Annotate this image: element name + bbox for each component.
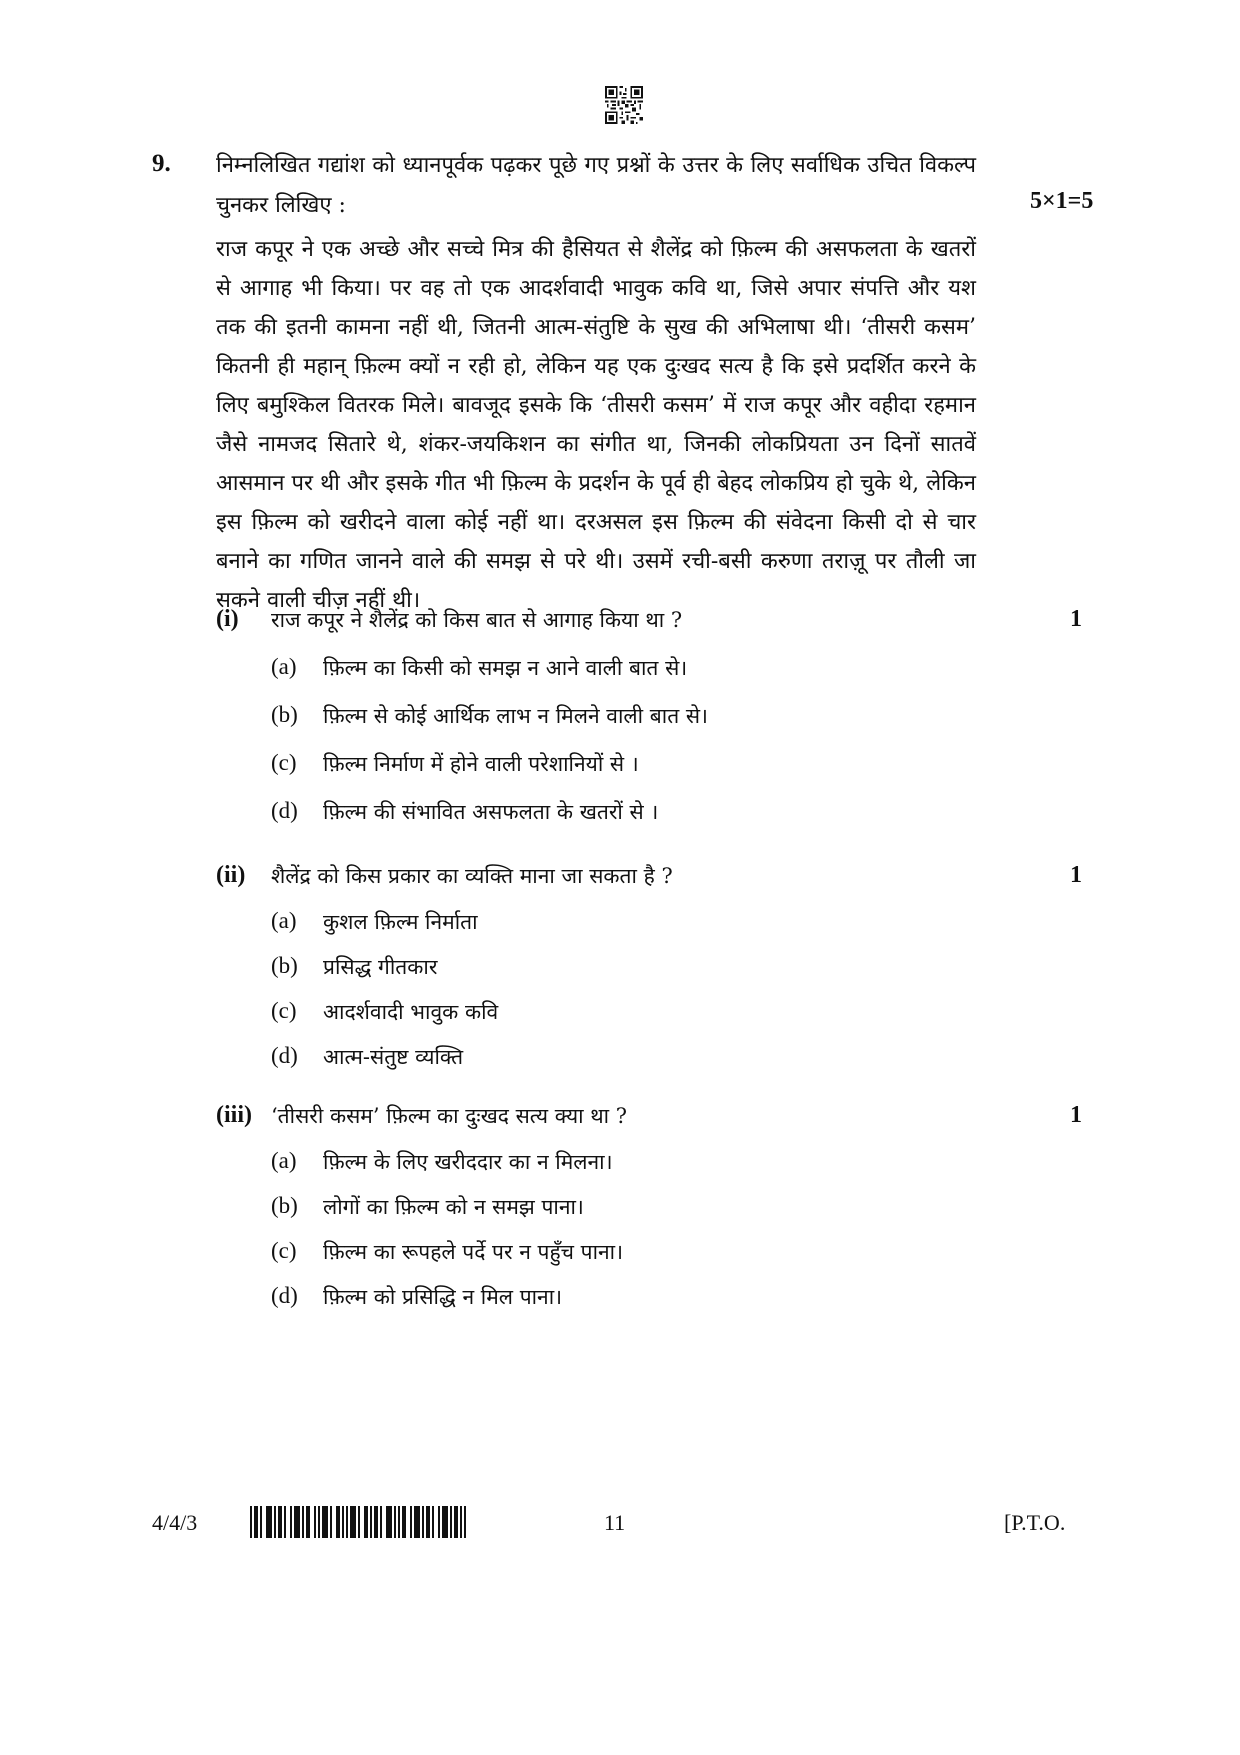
passage-text: राज कपूर ने एक अच्छे और सच्चे मित्र की हैसियत से शैलेंद्र को फ़िल्म की असफलता के खतरों से आगाह भी किया। पर वह तो एक आदर्शवादी भावुक कवि था, जिसे अपार संपत्ति और यश तक की इतनी कामना नहीं थी, जितनी आत्म-संतुष्टि के सुख की अभिलाषा थी। ‘तीसरी कसम’ कितनी ही महान् फ़िल्म क्यों न रही हो, लेकिन यह एक दुःखद सत्य है कि इसे प्रदर्शित करने के लिए बमुश्किल वितरक मिले। बावजूद इसके कि ‘तीसरी कसम’ में राज कपूर और वहीदा रहमान जैसे नामजद सितारे थे, शंकर-जयकिशन का संगीत था, जिनकी लोकप्रियता उन दिनों सातवें आसमान पर थी और इसके गीत भी फ़िल्म के प्रदर्शन के पूर्व ही बेहद लोकप्रिय हो चुके थे, लेकिन इस फ़िल्म को खरीदने वाला कोई नहीं था। दरअसल इस फ़िल्म की संवेदना किसी दो से चार बनाने का गणित जानने वाले की समझ से परे थी। उसमें रची-बसी करुणा तराज़ू पर तौली जा सकने वाली चीज़ नहीं थी। <box>216 237 976 613</box>
option-letter: (c) <box>271 998 297 1023</box>
qr-code-icon <box>605 86 643 124</box>
option-letter: (a) <box>271 1148 297 1173</box>
total-marks: 5×1=5 <box>1030 188 1094 214</box>
subquestion-number: (ii) <box>216 862 246 888</box>
page-number: 11 <box>604 1510 626 1535</box>
option-text: फ़िल्म का रूपहले पर्दे पर न पहुँच पाना। <box>323 1240 624 1264</box>
option-text: फ़िल्म का किसी को समझ न आने वाली बात से। <box>323 656 688 680</box>
option-text: फ़िल्म से कोई आर्थिक लाभ न मिलने वाली बात से। <box>323 704 708 728</box>
option-letter: (c) <box>271 1238 297 1263</box>
option-text: आत्म-संतुष्ट व्यक्ति <box>323 1045 464 1069</box>
option-letter: (b) <box>271 702 298 727</box>
option-letter: (d) <box>271 1043 298 1068</box>
question-number: 9. <box>152 150 171 177</box>
please-turn-over: [P.T.O. <box>1004 1510 1066 1535</box>
option-text: लोगों का फ़िल्म को न समझ पाना। <box>323 1195 584 1219</box>
subquestion-text: राज कपूर ने शैलेंद्र को किस बात से आगाह किया था ? <box>271 608 683 632</box>
option-letter: (a) <box>271 654 297 679</box>
option-letter: (d) <box>271 1283 298 1308</box>
subquestion-text: ‘तीसरी कसम’ फ़िल्म का दुःखद सत्य क्या था ? <box>271 1104 628 1128</box>
option-letter: (c) <box>271 750 297 775</box>
option-letter: (a) <box>271 908 297 933</box>
option-text: प्रसिद्ध गीतकार <box>323 955 438 979</box>
option-letter: (b) <box>271 1193 298 1218</box>
question-instruction: निम्नलिखित गद्यांश को ध्यानपूर्वक पढ़कर पूछे गए प्रश्नों के उत्तर के लिए सर्वाधिक उचित विकल्प चुनकर लिखिए : <box>216 153 976 218</box>
subquestion-marks: 1 <box>1070 862 1082 888</box>
option-letter: (b) <box>271 953 298 978</box>
subquestion-marks: 1 <box>1070 606 1082 632</box>
subquestion-marks: 1 <box>1070 1102 1082 1128</box>
option-text: फ़िल्म को प्रसिद्धि न मिल पाना। <box>323 1285 563 1309</box>
passage <box>216 230 976 620</box>
option-text: फ़िल्म की संभावित असफलता के खतरों से । <box>323 800 659 824</box>
option-letter: (d) <box>271 798 298 823</box>
option-text: फ़िल्म निर्माण में होने वाली परेशानियों से । <box>323 752 639 776</box>
subquestion-number: (iii) <box>216 1102 252 1128</box>
subquestion-text: शैलेंद्र को किस प्रकार का व्यक्ति माना जा सकता है ? <box>271 864 673 888</box>
barcode-icon <box>250 1506 466 1538</box>
subquestion-number: (i) <box>216 606 239 632</box>
option-text: कुशल फ़िल्म निर्माता <box>323 910 478 934</box>
option-text: आदर्शवादी भावुक कवि <box>323 1000 499 1024</box>
paper-code: 4/4/3 <box>152 1510 198 1535</box>
option-text: फ़िल्म के लिए खरीददार का न मिलना। <box>323 1150 613 1174</box>
